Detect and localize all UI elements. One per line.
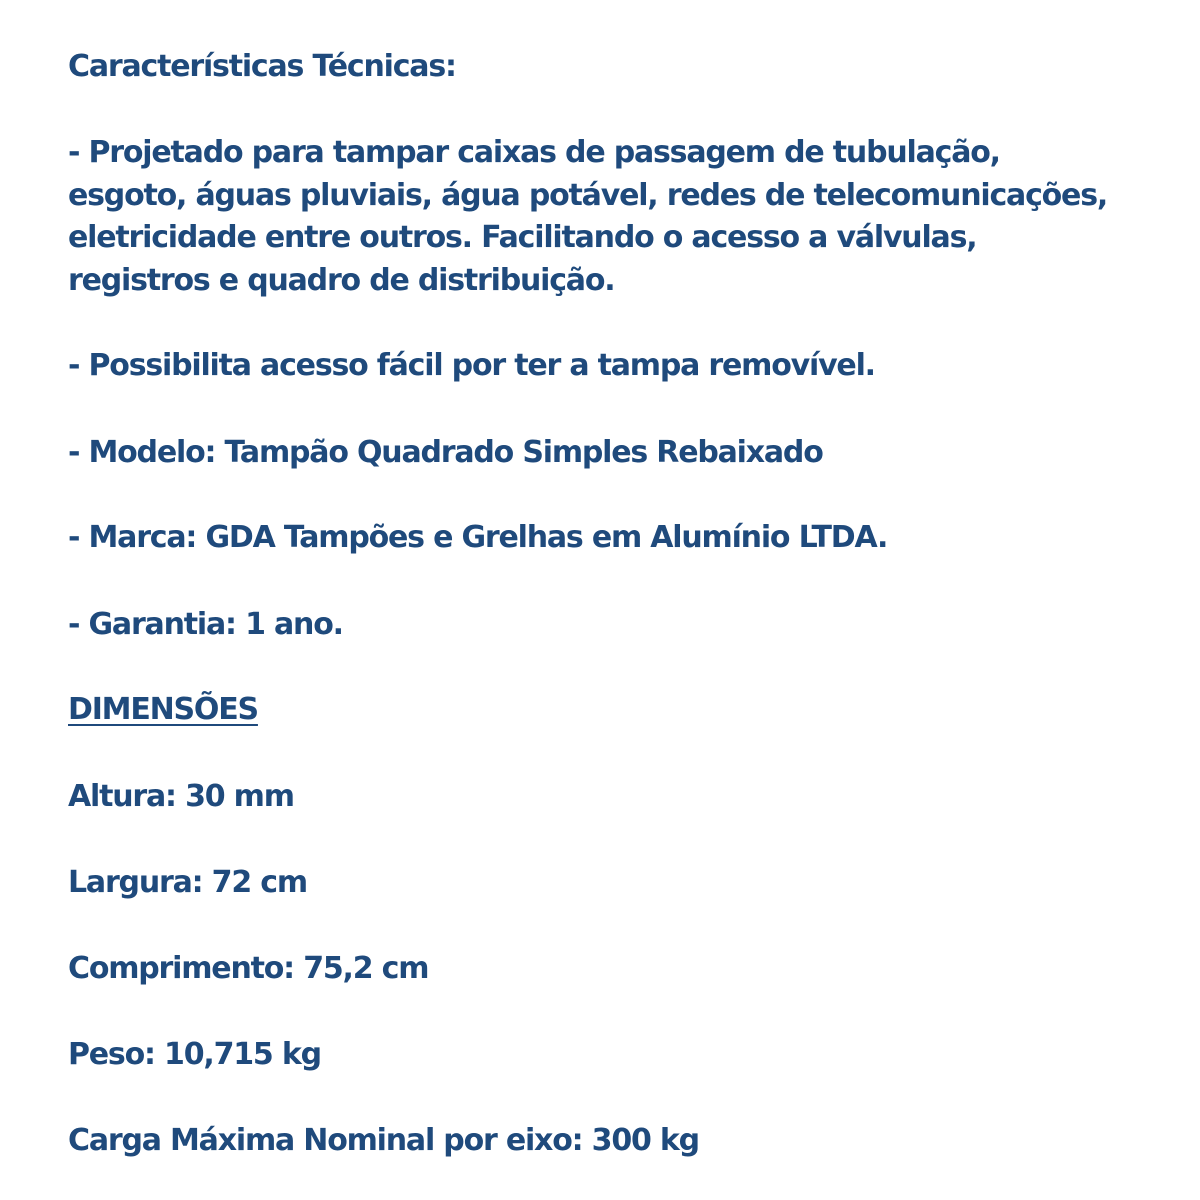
section-heading: Características Técnicas: (68, 49, 456, 84)
dimension-max-load: Carga Máxima Nominal por eixo: 300 kg (68, 1123, 699, 1158)
bullet-purpose: - Projetado para tampar caixas de passagem de tubulação, esgoto, águas pluviais, água potável, redes de telecomunicações, eletricidade entre outros. Facilitando o acesso a válvulas, registros e quadro de distribuição. (68, 135, 1108, 298)
dimensions-title: DIMENSÕES (68, 692, 258, 727)
dimension-length: Comprimento: 75,2 cm (68, 951, 429, 986)
bullet-access: - Possibilita acesso fácil por ter a tampa removível. (68, 348, 875, 383)
dimension-weight: Peso: 10,715 kg (68, 1037, 321, 1072)
dimension-width: Largura: 72 cm (68, 865, 307, 900)
bullet-warranty: - Garantia: 1 ano. (68, 607, 343, 642)
dimension-height: Altura: 30 mm (68, 779, 294, 814)
bullet-model: - Modelo: Tampão Quadrado Simples Rebaixado (68, 435, 823, 470)
bullet-brand: - Marca: GDA Tampões e Grelhas em Alumínio LTDA. (68, 520, 888, 555)
